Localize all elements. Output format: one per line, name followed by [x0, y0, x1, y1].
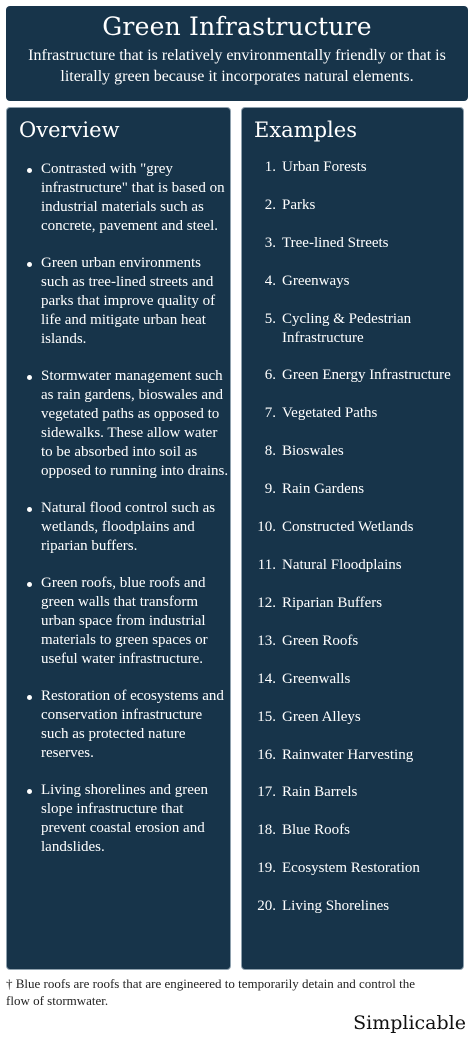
example-text: Vegetated Paths [282, 405, 378, 422]
overview-item [23, 574, 229, 669]
example-item [248, 746, 462, 765]
example-item [248, 556, 462, 575]
example-text: Green Alleys [282, 708, 361, 725]
example-item [248, 897, 462, 916]
example-number: 15. [257, 708, 276, 725]
examples-list [248, 158, 462, 935]
example-text: Urban Forests [282, 159, 367, 175]
example-text: Rain Gardens [282, 481, 365, 498]
example-item [248, 366, 462, 385]
example-text: Riparian Buffers [282, 594, 383, 611]
example-text: Bioswales [282, 443, 344, 460]
overview-item-text: Contrasted with "grey infrastructure" that is based on industrial materials such as concrete, pavement and steel. [41, 161, 225, 234]
example-number: 18. [257, 822, 276, 839]
bullet-icon [27, 262, 32, 267]
example-text: Parks [282, 196, 316, 213]
example-number: 17. [257, 784, 276, 801]
example-text: Cycling & Pedestrian Infrastructure [282, 310, 412, 346]
example-item [248, 196, 462, 215]
overview-item [23, 254, 229, 349]
example-item [248, 518, 462, 537]
example-item [248, 310, 462, 348]
example-number: 8. [264, 443, 276, 460]
example-number: 12. [257, 594, 276, 611]
example-text: Natural Floodplains [282, 556, 402, 573]
examples-panel [241, 107, 464, 970]
example-text: Green Roofs [282, 632, 359, 649]
overview-item [23, 781, 229, 857]
example-item [248, 158, 462, 177]
example-number: 14. [257, 670, 276, 687]
example-item [248, 234, 462, 253]
example-text: Greenways [282, 272, 350, 289]
overview-item-text: Stormwater management such as rain gardens, bioswales and vegetated paths as opposed to sidewalks. These allow water to be absorbed into soil as opposed to running into drains. [41, 368, 229, 479]
example-item [248, 670, 462, 689]
overview-item-text: Green roofs, blue roofs and green walls that transform urban space from industrial materials to green spaces or useful water infrastructure. [41, 575, 208, 667]
overview-item-text: Restoration of ecosystems and conservation infrastructure such as protected nature reserves. [41, 688, 224, 762]
page-subtitle: Infrastructure that is relatively environmentally friendly or that is literally green because it incorporates natural elements. [28, 47, 446, 85]
example-number: 11. [257, 556, 276, 573]
example-number: 19. [257, 860, 276, 877]
example-text: Living Shorelines [282, 898, 390, 915]
example-text: Greenwalls [282, 670, 351, 687]
bullet-icon [27, 582, 32, 587]
brand-logo: Simplicable [353, 1012, 466, 1034]
example-number: 9. [264, 481, 276, 498]
examples-heading: Examples [254, 118, 357, 142]
overview-item-text: Green urban environments such as tree-lined streets and parks that improve quality of life and mitigate urban heat islands. [41, 255, 216, 347]
example-item [248, 442, 462, 461]
overview-item [23, 499, 229, 556]
example-item [248, 859, 462, 878]
example-number: 6. [264, 367, 276, 384]
example-text: Tree-lined Streets [282, 234, 389, 251]
example-item [248, 821, 462, 840]
title-banner [6, 6, 468, 101]
example-number: 2. [264, 196, 276, 213]
bullet-icon [27, 168, 32, 173]
example-item [248, 632, 462, 651]
overview-heading: Overview [19, 118, 120, 142]
overview-item [23, 367, 229, 480]
example-text: Constructed Wetlands [282, 519, 414, 536]
example-item [248, 594, 462, 613]
bullet-icon [27, 695, 32, 700]
page-title: Green Infrastructure [102, 12, 372, 41]
overview-item-text: Natural flood control such as wetlands, floodplains and riparian buffers. [41, 500, 216, 554]
example-text: Blue Roofs [282, 822, 350, 839]
example-number: 16. [257, 746, 276, 763]
overview-item [23, 160, 229, 236]
example-text: Rain Barrels [282, 784, 358, 801]
example-text: Rainwater Harvesting [282, 746, 414, 763]
example-number: 7. [264, 405, 276, 422]
example-item [248, 404, 462, 423]
example-number: 5. [264, 310, 276, 327]
overview-item-text: Living shorelines and green slope infrastructure that prevent coastal erosion and landslides. [41, 782, 209, 856]
overview-list [23, 160, 229, 876]
example-text: Green Energy Infrastructure [282, 367, 451, 384]
example-number: 1. [264, 159, 276, 175]
overview-item [23, 687, 229, 763]
bullet-icon [27, 375, 32, 380]
overview-panel [6, 107, 231, 970]
example-number: 3. [264, 234, 276, 251]
example-text: Ecosystem Restoration [282, 860, 420, 877]
bullet-icon [27, 507, 32, 512]
example-item [248, 708, 462, 727]
example-item [248, 783, 462, 802]
example-item [248, 480, 462, 499]
example-number: 20. [257, 898, 276, 915]
example-number: 10. [257, 519, 276, 536]
bullet-icon [27, 789, 32, 794]
example-item [248, 272, 462, 291]
example-number: 4. [264, 272, 276, 289]
footnote: † Blue roofs are roofs that are engineered to temporarily detain and control the flow of stormwater. [6, 976, 415, 1008]
example-number: 13. [257, 632, 276, 649]
